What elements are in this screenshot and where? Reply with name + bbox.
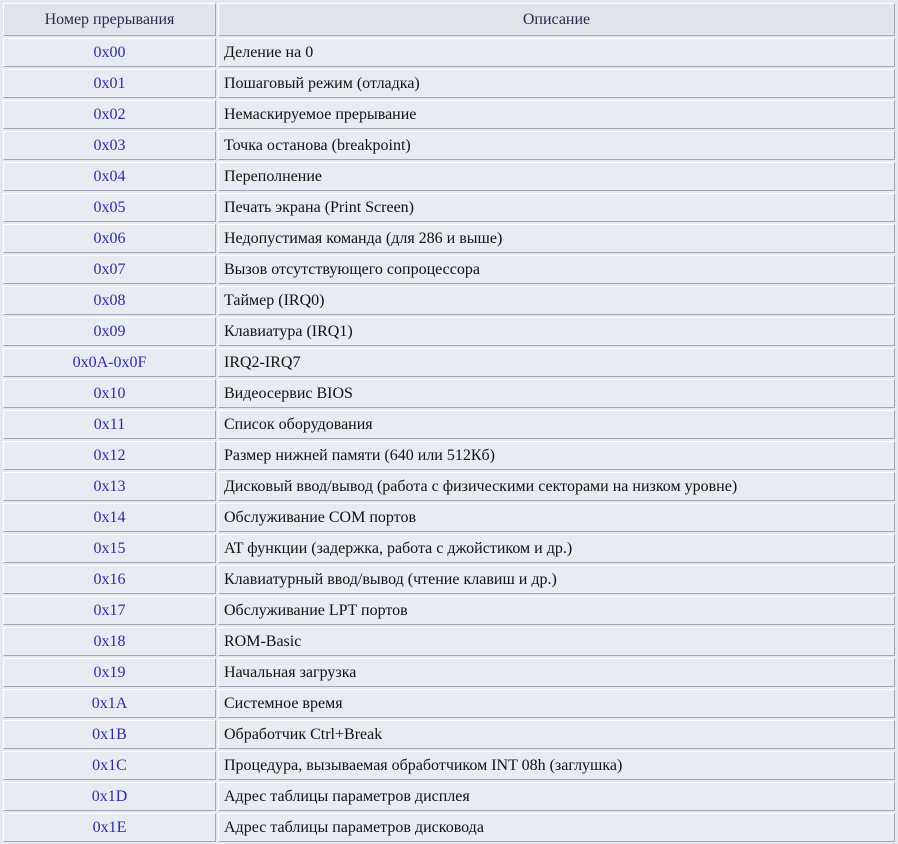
table-row — [3, 689, 895, 718]
interrupt-description-cell: Печать экрана (Print Screen) — [218, 193, 895, 222]
interrupt-description-cell: IRQ2-IRQ7 — [218, 348, 895, 377]
interrupt-description-cell: Процедура, вызываемая обработчиком INT 08h (заглушка) — [218, 751, 895, 780]
table-row — [3, 596, 895, 625]
interrupt-number-cell: 0x07 — [3, 255, 216, 284]
interrupt-description-cell: Таймер (IRQ0) — [218, 286, 895, 315]
interrupt-description-cell: Немаскируемое прерывание — [218, 100, 895, 129]
table-row — [3, 69, 895, 98]
interrupt-number-cell: 0x03 — [3, 131, 216, 160]
table-body — [3, 38, 895, 842]
interrupt-description-cell: Клавиатурный ввод/вывод (чтение клавиш и др.) — [218, 565, 895, 594]
interrupt-number-cell: 0x1B — [3, 720, 216, 749]
interrupt-number-cell: 0x06 — [3, 224, 216, 253]
interrupt-number-cell: 0x0A-0x0F — [3, 348, 216, 377]
interrupt-description-cell: Пошаговый режим (отладка) — [218, 69, 895, 98]
interrupt-description-cell: Системное время — [218, 689, 895, 718]
table-row — [3, 751, 895, 780]
interrupt-description-cell: Клавиатура (IRQ1) — [218, 317, 895, 346]
table-row — [3, 100, 895, 129]
interrupt-description-cell: Список оборудования — [218, 410, 895, 439]
interrupt-number-cell: 0x11 — [3, 410, 216, 439]
interrupt-number-cell: 0x1D — [3, 782, 216, 811]
table-row — [3, 255, 895, 284]
interrupt-description-cell: Точка останова (breakpoint) — [218, 131, 895, 160]
interrupt-description-cell: Обслуживание COM портов — [218, 503, 895, 532]
interrupt-table — [1, 1, 897, 844]
table-row — [3, 131, 895, 160]
interrupt-description-cell: Дисковый ввод/вывод (работа с физическими секторами на низком уровне) — [218, 472, 895, 501]
interrupt-number-cell: 0x00 — [3, 38, 216, 67]
table-row — [3, 441, 895, 470]
interrupt-description-cell: Переполнение — [218, 162, 895, 191]
table-row — [3, 410, 895, 439]
interrupt-number-cell: 0x1A — [3, 689, 216, 718]
interrupt-number-cell: 0x04 — [3, 162, 216, 191]
table-row — [3, 286, 895, 315]
table-row — [3, 317, 895, 346]
interrupt-description-cell: Недопустимая команда (для 286 и выше) — [218, 224, 895, 253]
interrupt-number-cell: 0x02 — [3, 100, 216, 129]
interrupt-description-cell: Адрес таблицы параметров дисплея — [218, 782, 895, 811]
interrupt-description-cell: Деление на 0 — [218, 38, 895, 67]
table-row — [3, 162, 895, 191]
table-row — [3, 472, 895, 501]
column-header-description: Описание — [218, 3, 895, 36]
interrupt-description-cell: Вызов отсутствующего сопроцессора — [218, 255, 895, 284]
column-header-number: Номер прерывания — [3, 3, 216, 36]
interrupt-number-cell: 0x19 — [3, 658, 216, 687]
table-row — [3, 503, 895, 532]
interrupt-number-cell: 0x12 — [3, 441, 216, 470]
table-row — [3, 224, 895, 253]
interrupt-number-cell: 0x09 — [3, 317, 216, 346]
interrupt-description-cell: Видеосервис BIOS — [218, 379, 895, 408]
table-row — [3, 379, 895, 408]
table-row — [3, 38, 895, 67]
interrupt-number-cell: 0x16 — [3, 565, 216, 594]
interrupt-number-cell: 0x1E — [3, 813, 216, 842]
table-row — [3, 348, 895, 377]
table-header-row — [3, 3, 895, 36]
table-row — [3, 720, 895, 749]
interrupt-number-cell: 0x15 — [3, 534, 216, 563]
table-row — [3, 658, 895, 687]
interrupt-number-cell: 0x05 — [3, 193, 216, 222]
table-row — [3, 782, 895, 811]
interrupt-number-cell: 0x08 — [3, 286, 216, 315]
interrupt-description-cell: Начальная загрузка — [218, 658, 895, 687]
table-row — [3, 193, 895, 222]
interrupt-description-cell: Размер нижней памяти (640 или 512Кб) — [218, 441, 895, 470]
interrupt-number-cell: 0x1C — [3, 751, 216, 780]
table-row — [3, 534, 895, 563]
interrupt-number-cell: 0x14 — [3, 503, 216, 532]
interrupt-description-cell: Обслуживание LPT портов — [218, 596, 895, 625]
table-row — [3, 813, 895, 842]
interrupt-number-cell: 0x17 — [3, 596, 216, 625]
interrupt-description-cell: Адрес таблицы параметров дисковода — [218, 813, 895, 842]
interrupt-description-cell: Обработчик Ctrl+Break — [218, 720, 895, 749]
interrupt-number-cell: 0x18 — [3, 627, 216, 656]
interrupt-description-cell: AT функции (задержка, работа с джойстиком и др.) — [218, 534, 895, 563]
interrupt-number-cell: 0x01 — [3, 69, 216, 98]
interrupt-number-cell: 0x10 — [3, 379, 216, 408]
table-row — [3, 627, 895, 656]
interrupt-number-cell: 0x13 — [3, 472, 216, 501]
interrupt-description-cell: ROM-Basic — [218, 627, 895, 656]
table-row — [3, 565, 895, 594]
